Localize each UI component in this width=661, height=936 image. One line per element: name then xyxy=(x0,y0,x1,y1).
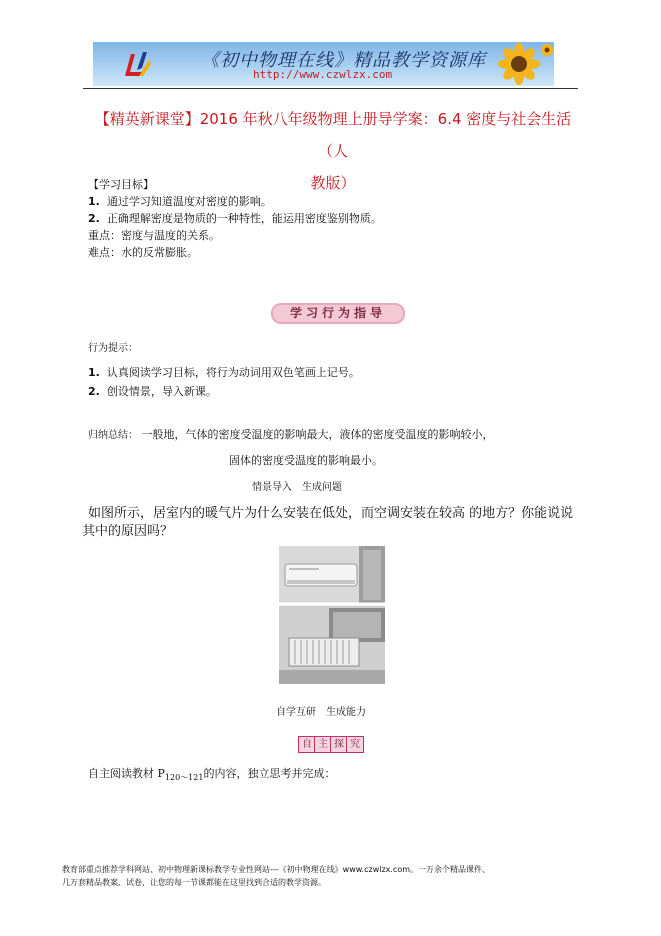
question-line-2: 其中的原因吗？ xyxy=(82,524,174,539)
behavior-text: 创设情景，导入新课。 xyxy=(106,385,217,398)
summary-line-2: 固体的密度受温度的影响最小。 xyxy=(229,454,383,467)
objective-number: 2. xyxy=(88,212,100,225)
footer-line-2: 几万套精品教案、试卷，让您的每一节课都能在这里找到合适的教学资源。 xyxy=(62,878,326,887)
banner-url[interactable]: http://www.czwlzx.com xyxy=(253,68,393,81)
reading-text: 自主阅读教材 P xyxy=(88,767,165,780)
behavior-item xyxy=(88,366,360,380)
site-logo xyxy=(121,48,153,80)
document-title-line-1: 【精英新课堂】2016 年秋八年级物理上册导学案：6.4 密度与社会生活（人 xyxy=(94,110,572,160)
footer-line-1: 教育部重点推荐学科网站、初中物理新课标教学专业性网站---《初中物理在线》www.czwlzx.com。一万余个精品课件、 xyxy=(62,865,491,874)
summary-text: 一般地，气体的密度受温度的影响最大，液体的密度受温度的影响较小， xyxy=(141,428,494,441)
header-divider xyxy=(83,88,578,89)
behavior-label: 行为提示： xyxy=(88,343,138,354)
objectives-heading: 【学习目标】 xyxy=(88,178,154,191)
objective-number: 1. xyxy=(88,195,100,208)
page-range: 120～121 xyxy=(164,773,204,783)
question-line-1: 如图所示，居室内的暖气片为什么安装在低处，而空调安装在较高 的地方？你能说说 xyxy=(88,506,574,521)
behavior-item xyxy=(88,385,217,399)
summary-line-1 xyxy=(88,428,494,443)
sunflower-icon xyxy=(493,42,554,86)
section-stamp-char: 究 xyxy=(346,736,364,753)
scene-heading: 情景导入 生成问题 xyxy=(252,482,342,493)
key-point: 重点：密度与温度的关系。 xyxy=(88,229,220,242)
banner-title: 《初中物理在线》精品教学资源库 xyxy=(201,50,486,71)
reading-text-end: 的内容，独立思考并完成： xyxy=(203,767,336,780)
self-study-heading: 自学互研 生成能力 xyxy=(276,707,366,718)
reading-instruction xyxy=(88,767,335,785)
summary-label: 归纳总结： xyxy=(88,430,138,441)
objective-text: 通过学习知道温度对密度的影响。 xyxy=(106,195,272,208)
section-stamp-char: 探 xyxy=(330,736,348,753)
objective-item xyxy=(88,195,272,209)
section-stamp-char: 自 xyxy=(298,736,316,753)
room-photo xyxy=(279,546,385,684)
document-title-line-2: 教版） xyxy=(310,174,356,192)
header-banner xyxy=(93,42,554,86)
behavior-number: 2. xyxy=(88,385,100,398)
section-badge: 学习行为指导 xyxy=(271,303,405,324)
section-stamp-char: 主 xyxy=(314,736,332,753)
difficult-point: 难点：水的反常膨胀。 xyxy=(88,246,198,259)
document-title xyxy=(86,103,580,199)
objective-text: 正确理解密度是物质的一种特性，能运用密度鉴别物质。 xyxy=(106,212,382,225)
objective-item xyxy=(88,212,382,226)
behavior-number: 1. xyxy=(88,366,100,379)
behavior-text: 认真阅读学习目标，将行为动词用双色笔画上记号。 xyxy=(106,366,360,379)
